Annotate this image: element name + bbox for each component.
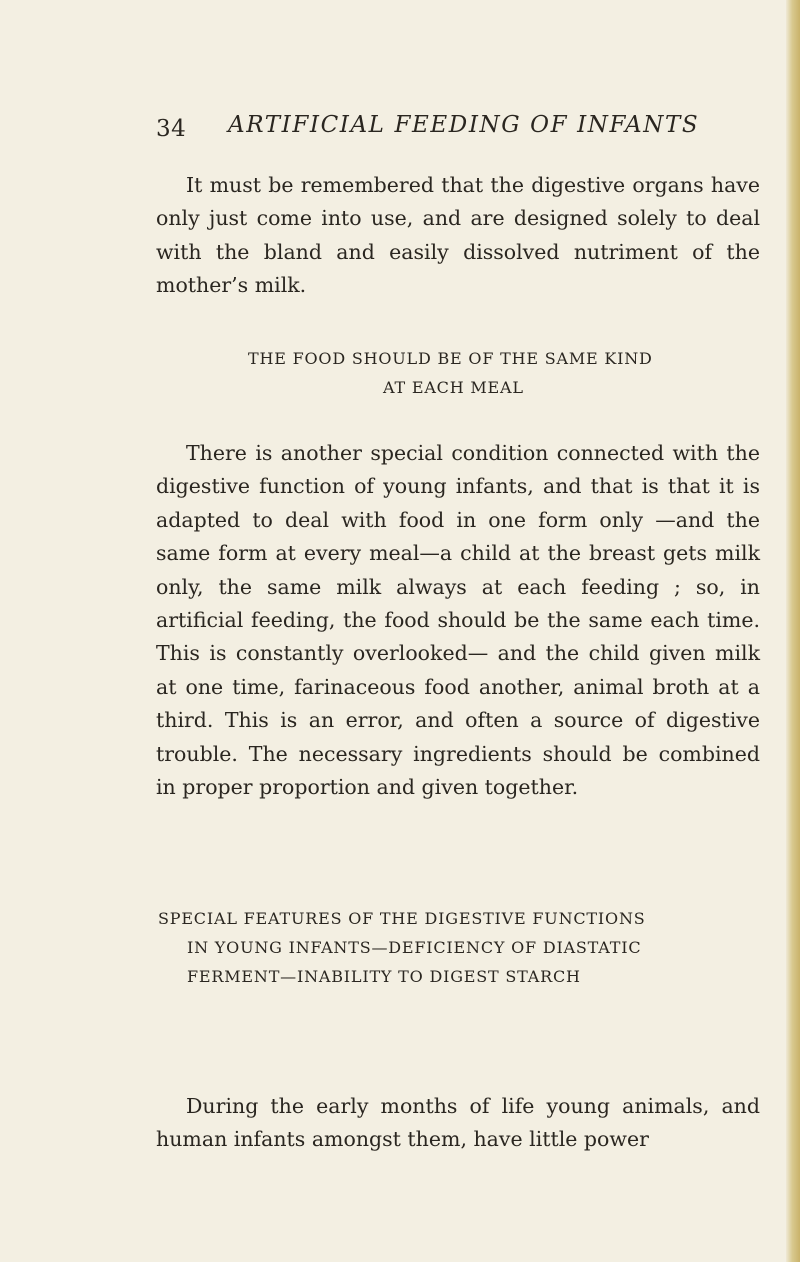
section-heading-1-line-1: THE FOOD SHOULD BE OF THE SAME KIND <box>248 349 653 368</box>
section-heading-2-line-3: FERMENT—INABILITY TO DIGEST STARCH <box>187 967 581 986</box>
page-number: 34 <box>156 116 187 142</box>
paragraph-3: During the early months of life young animals, and human infants amongst them, have little power <box>156 1094 760 1152</box>
page-header <box>156 112 700 152</box>
section-heading-2-line-2: IN YOUNG INFANTS—DEFICIENCY OF DIASTATIC <box>187 938 642 957</box>
paragraph-1: It must be remembered that the digestive organs have only just come into use, and are designed solely to deal with the bland and easily dissolved nutriment of the mother’s milk. <box>156 173 760 298</box>
page-edge <box>786 0 800 1262</box>
paragraph-2: There is another special condition connected with the digestive function of young infants, and that is that it is adapted to deal with food in one form only —and the same form at every meal—a child at the breast gets milk only, the same milk always at each feeding ; so, in artificial feeding, the food should be the same each time. This is constantly overlooked— and the child given milk at one time, farinaceous food another, animal broth at a third. This is an error, and often a source of digestive trouble. The necessary ingredients should be combined in proper proportion and given together. <box>156 441 760 800</box>
section-heading-1-line-2: AT EACH MEAL <box>383 378 524 397</box>
section-heading-2-line-1: SPECIAL FEATURES OF THE DIGESTIVE FUNCTIONS <box>158 909 646 928</box>
running-title: ARTIFICIAL FEEDING OF INFANTS <box>228 112 700 138</box>
